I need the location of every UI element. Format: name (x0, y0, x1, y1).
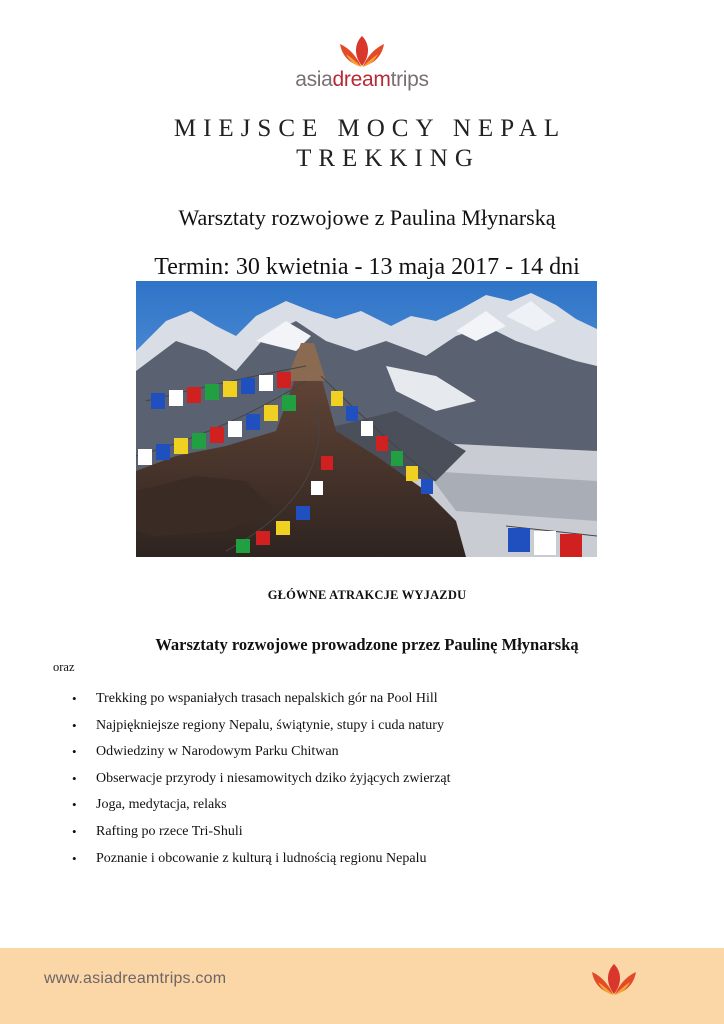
list-item (72, 766, 451, 793)
subtitle: Warsztaty rozwojowe z Paulina Młynarską (178, 205, 556, 230)
bullet-icon: • (72, 850, 77, 866)
term-dates: Termin: 30 kwietnia - 13 maja 2017 - 14 dni (154, 254, 580, 280)
brand-part-asia: asia (295, 68, 333, 91)
list-item-text: Rafting po rzece Tri-Shuli (96, 823, 243, 839)
title-line-2: TREKKING (296, 145, 480, 172)
title-line-1: MIEJSCE MOCY NEPAL (173, 115, 567, 142)
list-item (72, 819, 451, 846)
brand-part-dream: dream (332, 68, 391, 91)
footer-lotus-logo (588, 962, 640, 1002)
list-item (72, 686, 451, 713)
section-heading: GŁÓWNE ATRAKCJE WYJAZDU (267, 588, 467, 602)
list-item (72, 739, 451, 766)
bullet-icon: • (72, 717, 77, 733)
list-item (72, 792, 451, 819)
bullet-icon: • (72, 744, 77, 760)
lotus-icon (588, 962, 640, 998)
bullet-icon: • (72, 797, 77, 813)
list-item-text: Trekking po wspaniałych trasach nepalskich gór na Pool Hill (96, 691, 438, 706)
himalaya-prayer-flags-photo (136, 281, 597, 557)
list-item-text: Joga, medytacja, relaks (96, 797, 227, 813)
oraz-text: oraz (53, 660, 75, 674)
attractions-list (72, 686, 451, 872)
bullet-icon: • (72, 691, 77, 706)
lotus-icon (336, 34, 388, 70)
list-item-text: Odwiedziny w Narodowym Parku Chitwan (96, 744, 339, 760)
header-logo (0, 34, 724, 92)
workshops-line: Warsztaty rozwojowe prowadzone przez Paulinę Młynarską (155, 635, 579, 654)
brand-name (0, 68, 724, 92)
list-item (72, 846, 451, 873)
list-item-text: Poznanie i obcowanie z kulturą i ludnością regionu Nepalu (96, 850, 427, 866)
list-item-text: Obserwacje przyrody i niesamowitych dziko żyjących zwierząt (96, 770, 451, 786)
bullet-icon: • (72, 770, 77, 786)
footer-bar (0, 948, 724, 1024)
footer-website-link[interactable]: www.asiadreamtrips.com (44, 970, 227, 987)
bullet-icon: • (72, 823, 77, 839)
list-item-text: Najpiękniejsze regiony Nepalu, świątynie, stupy i cuda natury (96, 717, 444, 733)
brand-part-trips: trips (390, 68, 429, 91)
list-item (72, 713, 451, 740)
